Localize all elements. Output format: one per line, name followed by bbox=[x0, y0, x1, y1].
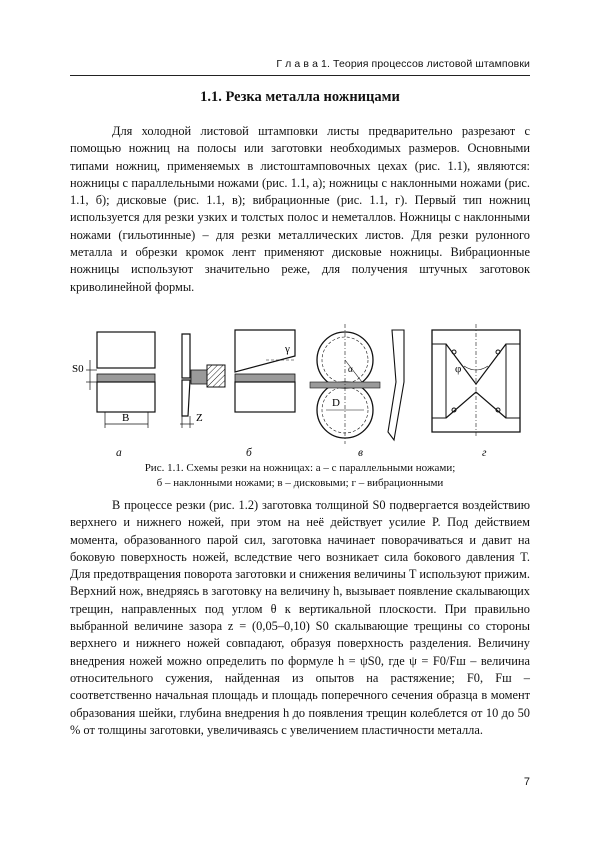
dim-d-label: D bbox=[332, 397, 340, 409]
page-number: 7 bbox=[523, 776, 530, 788]
dim-z-label: Z bbox=[196, 412, 203, 424]
dim-alpha-label: α bbox=[348, 364, 353, 374]
paragraph-intro: Для холодной листовой штамповки листы предварительно разрезают с помощью ножниц на полосы или заготовки необходимых размеров. Основными типами ножниц, применяемых в листоштамповочных цехах (рис. 1.1), являются: ножницы с параллельными ножами (рис. 1.1, а); ножницы с наклонными ножами (рис. 1.1, б); дисковые (рис. 1.1, в); вибрационные (рис. 1.1, г). Первый тип ножниц используется для резки узких и толстых полос и неметаллов. Ножницы с наклонными ножами (гильотинные) – для резки металлических листов. Для резки рулонного металла и обрезки кромок лент применяют дисковые ножницы. Вибрационные ножницы используют значительно реже, для получения штучных заготовок криволинейной формы. bbox=[70, 124, 530, 294]
scheme-vibration-knives bbox=[432, 324, 520, 438]
figure-shearing-schemes bbox=[70, 320, 530, 460]
section-title: 1.1. Резка металла ножницами bbox=[200, 89, 400, 105]
dim-gamma-label: γ bbox=[285, 343, 290, 355]
figure-label-b: б bbox=[246, 447, 252, 459]
scheme-inclined-knives-front bbox=[235, 330, 296, 412]
header-rule bbox=[70, 75, 530, 76]
scheme-disc-knives bbox=[310, 324, 404, 444]
caption-line-1: Рис. 1.1. Схемы резки на ножницах: а – с параллельными ножами; bbox=[144, 462, 456, 474]
figure-label-a: а bbox=[116, 447, 122, 459]
running-header bbox=[70, 58, 530, 70]
scheme-inclined-knives-side bbox=[180, 334, 225, 428]
dim-b-label: B bbox=[122, 412, 130, 424]
chapter-label: Г л а в а 1. bbox=[276, 58, 330, 70]
paragraph-cutting-process: В процессе резки (рис. 1.2) заготовка толщиной S0 подвергается воздействию верхнего и нижнего ножей, при этом на неё действует усилие P. Под действием момента, образованного парой сил, заготовка начинает поворачиваться и давит на боковую поверхность ножей, вследствие чего возникает сила бокового давления T. Для предотвращения поворота заготовки и снижения величины T используют прижим. Верхний нож, внедряясь в заготовку на величину h, вызывает появление скалывающих трещин, направленных под углом θ к вертикальной плоскости. При правильно выбранной величине зазора z = (0,05–0,10) S0 скалывающие трещины со стороны верхнего и нижнего ножей совпадают, образуя поверхность разделения. Величину внедрения ножей можно определить по формуле h = ψS0, где ψ = F0/Fш – величина относительного сужения, найденная из опытов на растяжение; F0, Fш – соответственно начальная площадь и площадь поперечного сечения образца в момент образования шейки, глубина внедрения h до появления трещин колеблется от 10 до 50 % от толщины заготовки, увеличиваясь с увеличением пластичности металла. bbox=[70, 498, 530, 737]
figure-label-g: г bbox=[482, 447, 487, 459]
caption-line-2: б – наклонными ножами; в – дисковыми; г – вибрационными bbox=[156, 476, 444, 489]
chapter-title: Теория процессов листовой штамповки bbox=[333, 58, 530, 70]
dim-s0-label: S0 bbox=[72, 363, 84, 375]
figure-caption bbox=[70, 461, 530, 490]
figure-label-v: в bbox=[358, 447, 363, 459]
dim-phi-label: φ bbox=[455, 363, 462, 375]
scheme-parallel-knives bbox=[72, 332, 155, 428]
